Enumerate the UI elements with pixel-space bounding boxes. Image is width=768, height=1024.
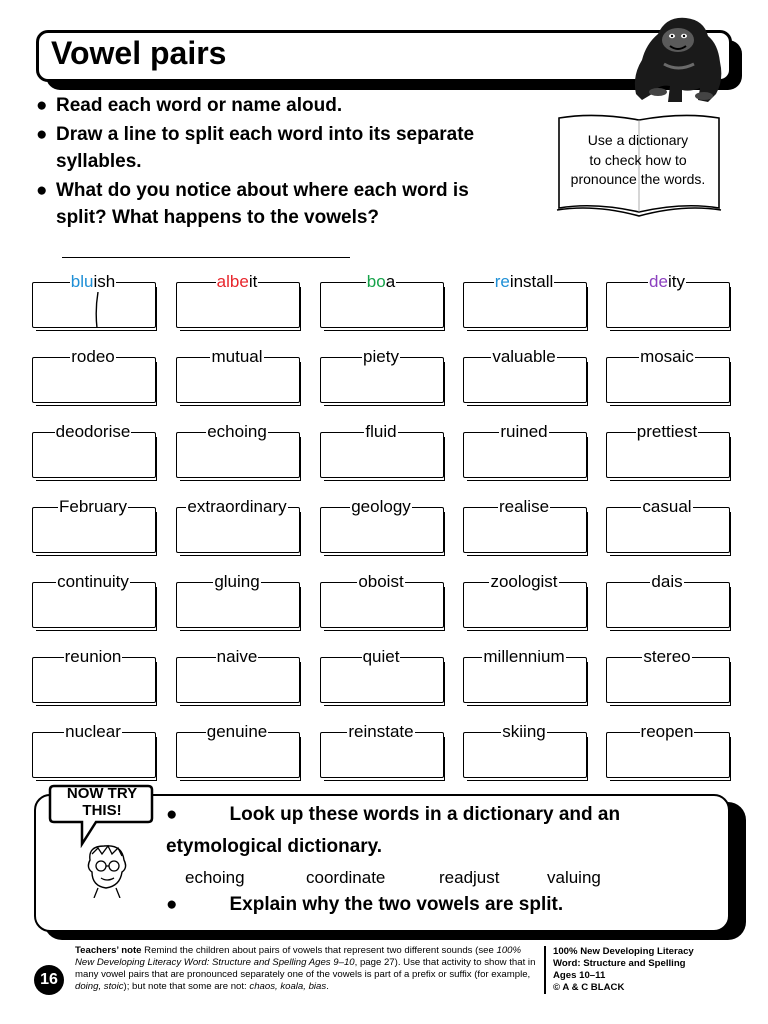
word-label: [26, 722, 160, 742]
word-cell[interactable]: [32, 497, 156, 555]
extra-word: valuing: [547, 868, 601, 887]
word-cell[interactable]: [176, 422, 300, 480]
word-cell[interactable]: [463, 422, 587, 480]
highlighted-vowels: albe: [216, 272, 249, 291]
word-label: [170, 722, 304, 742]
word-label: [314, 422, 448, 442]
word-text: reinstate: [348, 722, 414, 741]
word-text: fluid: [365, 422, 397, 441]
word-text: genuine: [206, 722, 268, 741]
word-text: reunion: [64, 647, 122, 666]
word-cell[interactable]: [320, 722, 444, 780]
example-word-cell[interactable]: [320, 272, 444, 330]
word-cell[interactable]: [320, 497, 444, 555]
word-cell[interactable]: [32, 647, 156, 705]
word-text: rodeo: [71, 347, 115, 366]
example-word: [26, 272, 160, 292]
word-label: [314, 722, 448, 742]
example-word: [457, 272, 591, 292]
word-text: prettiest: [636, 422, 698, 441]
word-label: [314, 347, 448, 367]
word-label: [26, 497, 160, 517]
word-text: reopen: [640, 722, 694, 741]
word-label: [314, 497, 448, 517]
word-cell[interactable]: [32, 572, 156, 630]
highlighted-vowels: bo: [366, 272, 386, 291]
word-cell[interactable]: [32, 722, 156, 780]
word-label: [170, 422, 304, 442]
word-label: [600, 722, 734, 742]
word-text: echoing: [207, 422, 267, 441]
word-cell[interactable]: [463, 647, 587, 705]
word-label: [457, 497, 591, 517]
gorilla-illustration-icon: [628, 14, 728, 106]
word-text: quiet: [362, 647, 400, 666]
word-label: [26, 347, 160, 367]
footer-divider: [544, 946, 546, 994]
word-text: naive: [216, 647, 258, 666]
task-1-line-2: etymological dictionary.: [166, 836, 383, 857]
extra-word: coordinate: [306, 868, 386, 887]
example-word-cell[interactable]: [176, 272, 300, 330]
word-text: realise: [498, 497, 550, 516]
word-cell[interactable]: [32, 347, 156, 405]
word-label: [457, 422, 591, 442]
highlighted-vowels: re: [494, 272, 510, 291]
word-label: [600, 572, 734, 592]
word-text: piety: [363, 347, 399, 366]
highlighted-vowels: blu: [70, 272, 94, 291]
instructions: [36, 92, 506, 260]
bullet-icon: ●: [36, 95, 48, 116]
example-word: [314, 272, 448, 292]
word-cell[interactable]: [606, 497, 730, 555]
word-label: [600, 497, 734, 517]
word-label: [26, 647, 160, 667]
word-label: [314, 647, 448, 667]
word-cell[interactable]: [320, 647, 444, 705]
now-try-label: NOW TRY THIS!: [66, 785, 138, 819]
word-label: [26, 572, 160, 592]
word-text: deodorise: [55, 422, 131, 441]
example-word-cell[interactable]: [606, 272, 730, 330]
task-1-line-1: ● Look up these words in a dictionary and an: [166, 804, 621, 825]
word-cell[interactable]: [606, 572, 730, 630]
teachers-note: Teachers’ note Remind the children about pairs of vowels that represent two different sounds (see 100% New Developing Literacy Word: Structure and Spelling Ages 9–10, page 27). Use that activity to show that in many vowel pairs that are pronounced separately one of the vowels is part of a prefix or suffix (for example, doing, stoic); but note that some are not: chaos, koala, bias.: [75, 945, 536, 992]
word-cell[interactable]: [32, 422, 156, 480]
bullet-icon: ●: [36, 124, 48, 145]
word-label: [600, 347, 734, 367]
bullet-icon: ●: [36, 180, 48, 201]
word-cell[interactable]: [606, 347, 730, 405]
extra-word: readjust: [439, 868, 500, 887]
word-rest: a: [385, 272, 396, 291]
word-cell[interactable]: [463, 572, 587, 630]
word-text: nuclear: [65, 722, 121, 741]
word-cell[interactable]: [463, 347, 587, 405]
word-label: [170, 497, 304, 517]
word-text: continuity: [57, 572, 129, 591]
word-cell[interactable]: [320, 572, 444, 630]
word-text: valuable: [492, 347, 556, 366]
word-label: [600, 647, 734, 667]
word-cell[interactable]: [320, 347, 444, 405]
word-text: geology: [351, 497, 411, 516]
word-label: [170, 572, 304, 592]
dictionary-tip: Use a dictionary to check how to pronounce the words.: [570, 132, 706, 187]
word-label: [457, 647, 591, 667]
child-illustration-icon: [84, 842, 130, 898]
word-cell[interactable]: [463, 722, 587, 780]
word-label: [170, 647, 304, 667]
bullet-icon: ●: [166, 804, 178, 825]
word-text: gluing: [214, 572, 260, 591]
bullet-icon: ●: [166, 894, 178, 915]
word-cell[interactable]: [463, 497, 587, 555]
word-text: skiing: [502, 722, 546, 741]
word-rest: ish: [93, 272, 116, 291]
highlighted-vowels: de: [649, 272, 668, 291]
word-label: [170, 347, 304, 367]
example-word-cell[interactable]: [463, 272, 587, 330]
instruction-1: ● Read each word or name aloud.: [36, 92, 506, 119]
word-cell[interactable]: [176, 647, 300, 705]
extra-word: echoing: [185, 868, 245, 887]
word-label: [600, 422, 734, 442]
answer-line[interactable]: [62, 237, 350, 258]
page-title: Vowel pairs: [51, 35, 227, 71]
word-text: ruined: [500, 422, 548, 441]
word-cell[interactable]: [176, 347, 300, 405]
word-text: February: [58, 497, 128, 516]
example-word: [600, 272, 734, 292]
word-text: casual: [642, 497, 692, 516]
word-cell[interactable]: [606, 722, 730, 780]
word-label: [457, 722, 591, 742]
page-number: 16: [34, 965, 64, 995]
word-cell[interactable]: [176, 572, 300, 630]
word-text: dais: [651, 572, 683, 591]
word-cell[interactable]: [176, 722, 300, 780]
word-text: mutual: [211, 347, 263, 366]
word-text: millennium: [483, 647, 565, 666]
word-text: zoologist: [490, 572, 558, 591]
word-text: mosaic: [640, 347, 694, 366]
word-label: [314, 572, 448, 592]
word-rest: it: [248, 272, 258, 291]
word-rest: ity: [667, 272, 685, 291]
word-text: stereo: [643, 647, 691, 666]
instruction-2: ● Draw a line to split each word into its separate syllables.: [36, 121, 506, 175]
word-cell[interactable]: [320, 422, 444, 480]
example-split-mark: [95, 292, 99, 328]
word-cell[interactable]: [606, 422, 730, 480]
instruction-3: ● What do you notice about where each word is split? What happens to the vowels?: [36, 177, 506, 258]
task-2: ● Explain why the two vowels are split.: [166, 894, 564, 915]
example-word: [170, 272, 304, 292]
word-label: [457, 572, 591, 592]
word-label: [26, 422, 160, 442]
word-text: extraordinary: [187, 497, 287, 516]
word-text: oboist: [358, 572, 404, 591]
word-rest: install: [509, 272, 554, 291]
word-cell[interactable]: [176, 497, 300, 555]
publisher-credit: 100% New Developing Literacy Word: Structure and Spelling Ages 10–11 © A & C BLACK: [553, 946, 694, 993]
example-word-cell[interactable]: [32, 272, 156, 330]
word-label: [457, 347, 591, 367]
word-cell[interactable]: [606, 647, 730, 705]
